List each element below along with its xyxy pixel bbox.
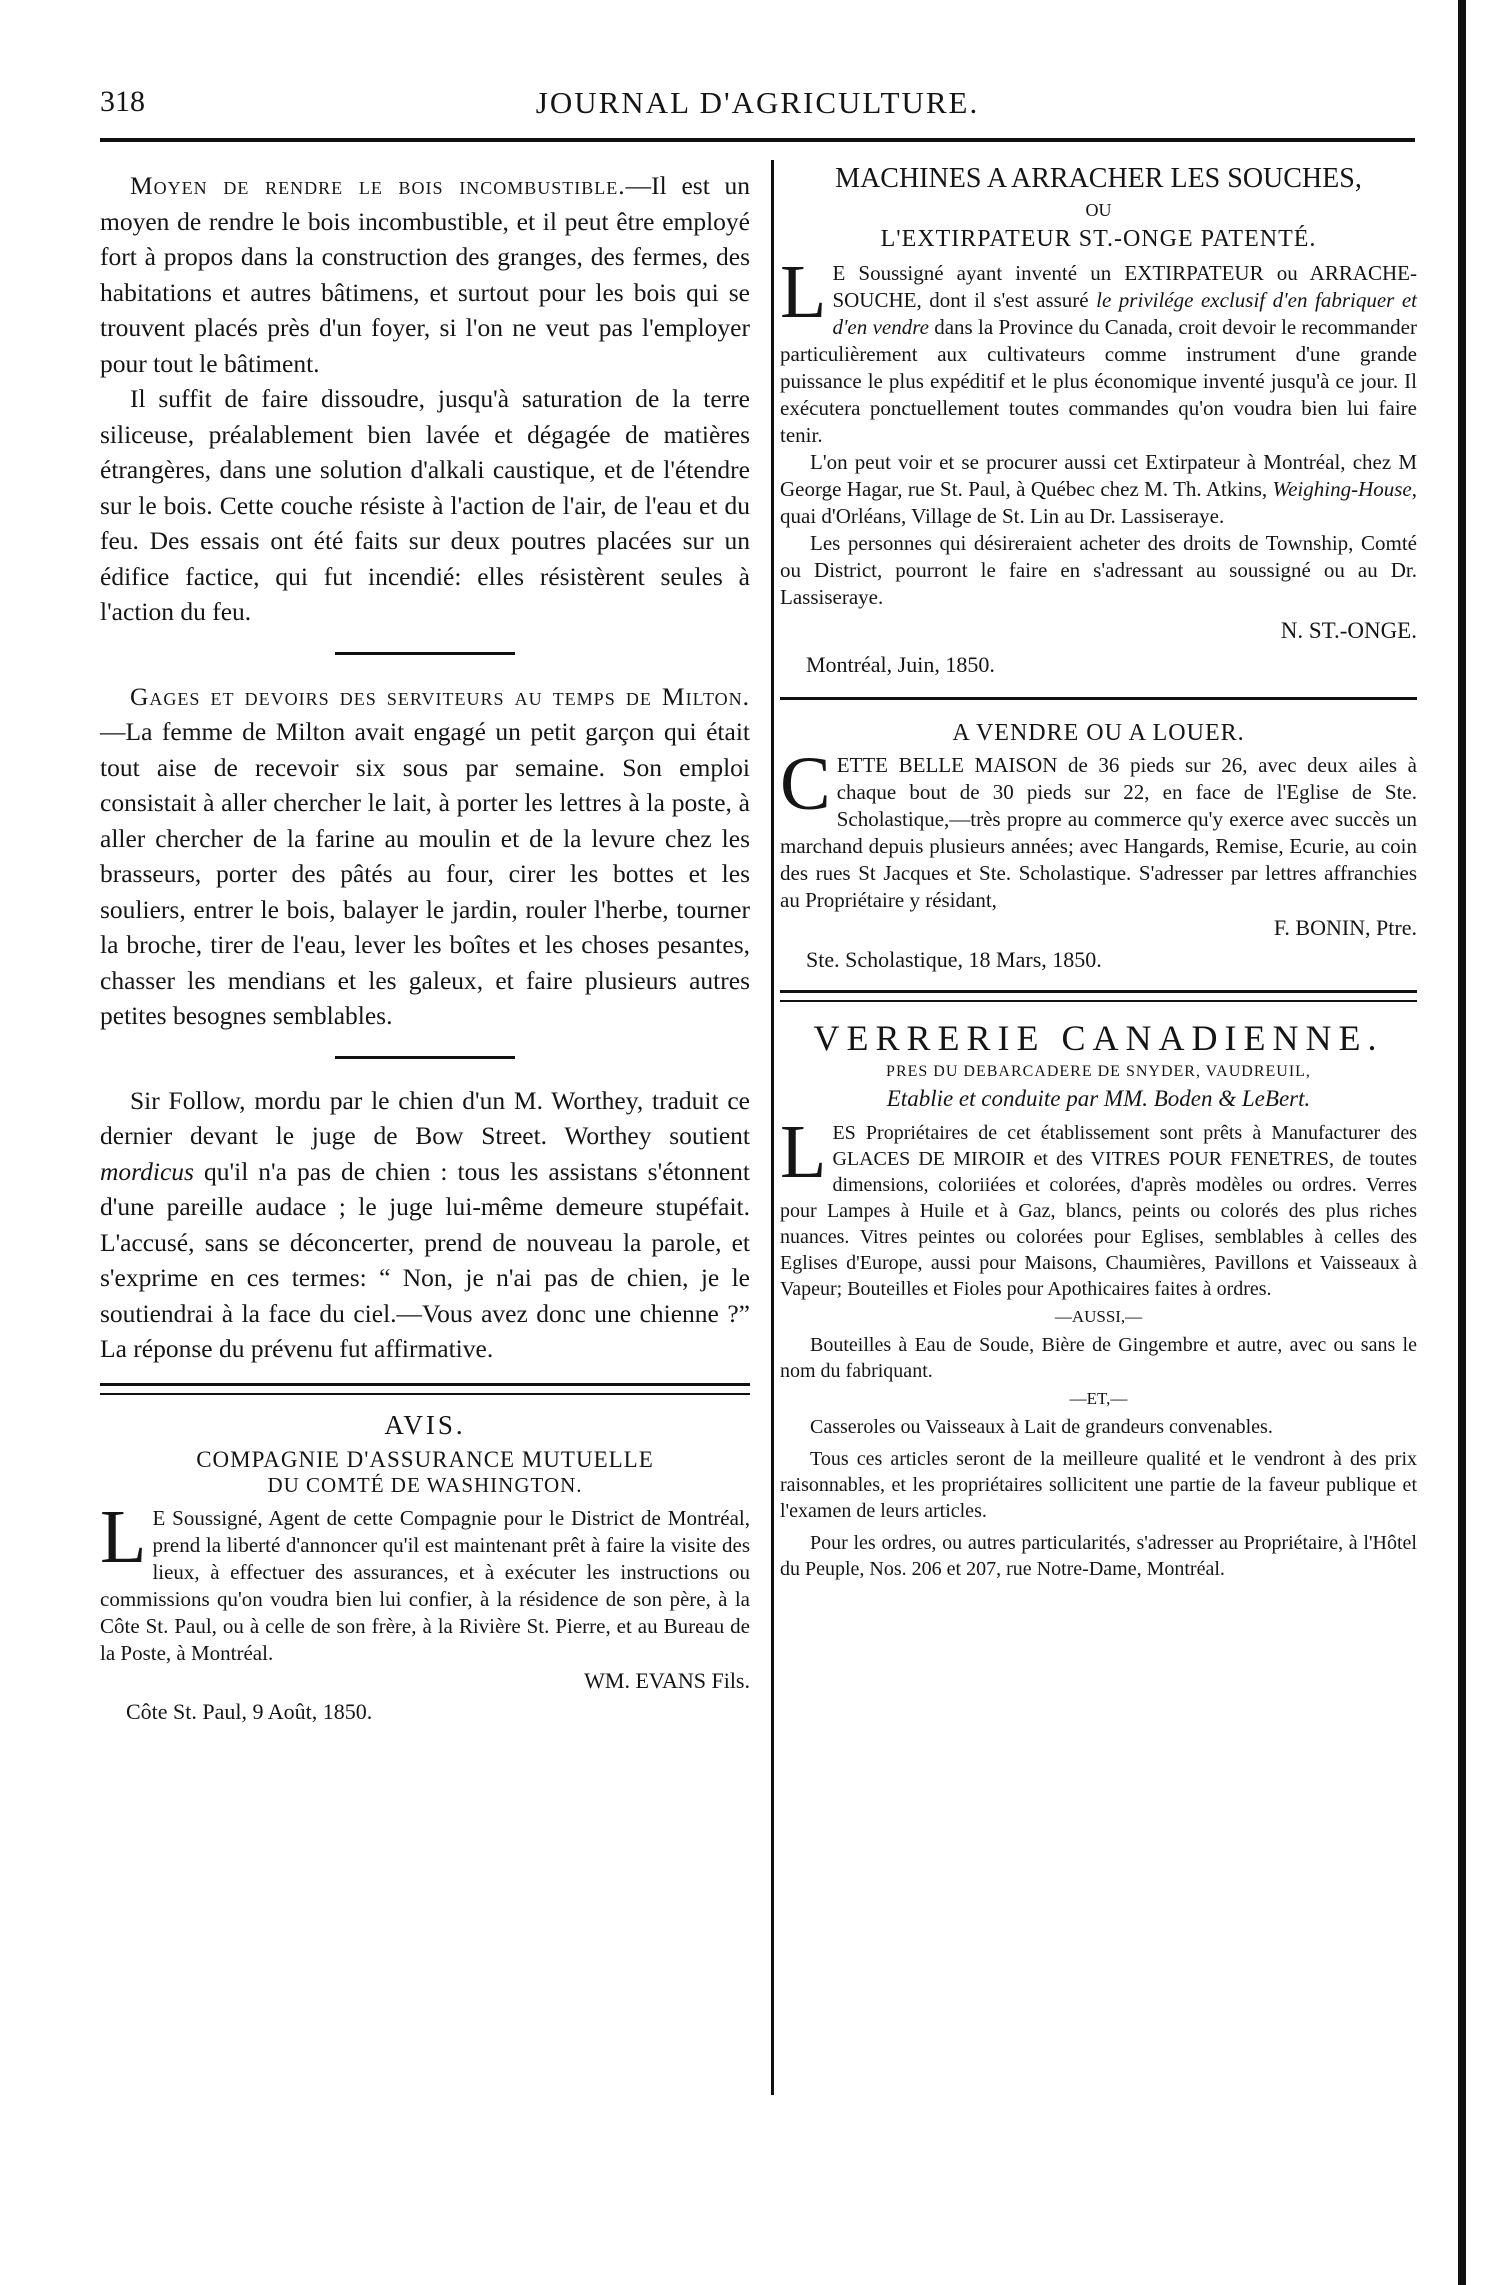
article-paragraph: Il suffit de faire dissoudre, jusqu'à saturation de la terre siliceuse, préalablement bien lavée et dégagée de matières étrangères, dans une solution d'alkali caustique, et de l'étendre sur le bois. Cette couche résiste à l'action de l'air, de l'eau et du feu. Des essais ont été faits sur deux poutres placées sur un édifice factice, qui fut incendié: elles résistèrent seules à l'action du feu. <box>100 384 750 626</box>
ad-conjunction: OU <box>1085 200 1112 220</box>
ad-date: Ste. Scholastique, 18 Mars, 1850. <box>806 947 1102 972</box>
ad-text: L'on peut voir et se procurer aussi cet Extirpateur à Montréal, chez M George Hagar, rue St. Paul, à Québec chez M. Th. Atkins, <box>780 450 1417 501</box>
ad-text: , quai d'Orléans, Village de St. Lin au Dr. Lassiseraye. <box>780 477 1417 528</box>
section-divider <box>335 652 515 655</box>
article-paragraph <box>100 1083 750 1367</box>
ad-title: VERRERIE CANADIENNE. <box>813 1018 1384 1058</box>
ad-body <box>780 742 1417 914</box>
column-divider <box>771 160 774 2095</box>
header-rule <box>100 138 1415 142</box>
drop-cap: L <box>780 1110 827 1194</box>
ad-separator: —ET,— <box>1069 1389 1128 1408</box>
notice-title: AVIS. <box>384 1409 466 1440</box>
ad-italic: le privilége exclusif d'en fabriquer et d'en vendre <box>832 288 1418 339</box>
ad-paragraph: Pour les ordres, ou autres particularités, s'adresser au Propriétaire, à l'Hôtel du Peuple, Nos. 206 et 207, rue Notre-Dame, Montréal. <box>780 1532 1417 1580</box>
ad-text: E Soussigné ayant inventé un EXTIRPATEUR ou ARRACHE-SOUCHE, dont il s'est assuré <box>832 261 1417 312</box>
ad-title: A VENDRE OU A LOUER. <box>952 720 1245 746</box>
ad-paragraph: Les personnes qui désireraient acheter des droits de Township, Comté ou District, pourront le faire en s'adressant au soussigné ou au Dr. Lassiseraye. <box>780 531 1417 609</box>
section-divider <box>335 1056 515 1059</box>
ad-body <box>780 1110 1417 1302</box>
ad-subtitle: L'EXTIRPATEUR ST.-ONGE PATENTÉ. <box>880 226 1317 252</box>
article-paragraph <box>100 679 750 1034</box>
ad-vendre <box>780 718 1417 974</box>
article-italic: mordicus <box>100 1156 194 1186</box>
ad-text: dans la Province du Canada, croit devoir le recommander particulièrement aux cultivateurs comme instrument d'une grande puissance le plus expéditif et le plus économique inventé jusqu'à ce jour. Il exécutera ponctuellement toutes commandes qu'on voudra bien lui faire tenir. <box>780 315 1417 447</box>
ad-italic: Weighing-House <box>1272 477 1412 501</box>
notice-avis <box>100 1409 750 1725</box>
page-header <box>100 85 1415 135</box>
ad-location: PRES DU DEBARCADERE DE SNYDER, VAUDREUIL, <box>886 1063 1311 1080</box>
ad-paragraph: Tous ces articles seront de la meilleure qualité et le vendront à des prix raisonnables, et les propriétaires sollicitent une partie de la faveur publique et l'examen de leurs articles. <box>780 1448 1417 1522</box>
section-divider-double <box>100 1383 750 1395</box>
article-text: —Il est un moyen de rendre le bois incombustible, et il peut être employé fort à propos dans la construction des granges, des fermes, des habitations et autres bâtimens, et surtout pour les bois qui se trouvent placés près d'un foyer, si l'on ne veut pas l'employer pour tout le bâtiment. <box>100 171 751 378</box>
ad-separator: —AUSSI,— <box>1054 1307 1143 1326</box>
ad-paragraph: Casseroles ou Vaisseaux à Lait de grandeurs convenables. <box>810 1416 1273 1438</box>
notice-text: E Soussigné, Agent de cette Compagnie pour le District de Montréal, prend la liberté d'annoncer qu'il est maintenant prêt à faire la visite des lieux, à effectuer des assurances, et à exécuter les instructions ou commissions qu'on voudra bien lui confier, à la résidence de son père, à la Côte St. Paul, ou à celle de son frère, à la Rivière St. Pierre, et au Bureau de la Poste, à Montréal. <box>100 1505 750 1665</box>
ad-signature: F. BONIN, Ptre. <box>1273 915 1417 940</box>
ad-text: ETTE BELLE MAISON de 36 pieds sur 26, avec deux ailes à chaque bout de 30 pieds sur 22, en face de l'Eglise de Ste. Scholastique,—très propre au commerce qu'y exerce avec succès un marchand depuis plusieurs années; avec Hangards, Remise, Ecurie, au coin des rues St Jacques et Ste. Scholastique. S'adresser par lettres affranchies au Propriétaire y résidant, <box>780 753 1417 912</box>
ad-body <box>780 250 1418 449</box>
notice-date: Côte St. Paul, 9 Août, 1850. <box>126 1698 373 1724</box>
drop-cap: L <box>780 250 827 334</box>
notice-subtitle: DU COMTÉ DE WASHINGTON. <box>267 1472 583 1497</box>
ad-date: Montréal, Juin, 1850. <box>806 652 995 677</box>
section-divider <box>780 697 1417 700</box>
article-text: —La femme de Milton avait engagé un petit garçon qui était tout aise de recevoir six sous par semaine. Son emploi consistait à aller chercher le lait, à porter les lettres à la poste, à aller chercher de la farine au moulin et de la levure chez les brasseurs, porter des pâtés au four, cirer les bottes et les souliers, entrer le bois, balayer le jardin, rouler l'herbe, tourner la broche, tirer de l'eau, lever les boîtes et les choses pesantes, chasser les mendians et les galeux, et faire plusieurs autres petites besognes semblables. <box>100 717 750 1030</box>
drop-cap: C <box>780 742 831 826</box>
drop-cap: L <box>100 1494 147 1579</box>
article-paragraph <box>100 168 750 381</box>
article-title: Moyen de rendre le bois incombustible. <box>130 171 626 200</box>
left-column <box>100 168 750 1725</box>
article-text: qu'il n'a pas de chien : tous les assistans s'étonnent d'une pareille audace ; le juge lui-même demeure stupéfait. L'accusé, sans se déconcerter, prend de nouveau la parole, et s'exprime en ces termes: “ Non, je n'ai pas de chien, je le soutiendrai à la face du ciel.—Vous avez donc une chienne ?” La réponse du prévenu fut affirmative. <box>100 1156 750 1363</box>
notice-signature: WM. EVANS Fils. <box>584 1667 750 1693</box>
ad-text: ES Propriétaires de cet établissement sont prêts à Manufacturer des GLACES DE MIROIR et des VITRES POUR FENETRES, de toutes dimensions, coloriiées et colorées, d'après modèles ou ordres. Verres pour Lampes à Huile et à Gaz, blancs, peints ou colorés des plus riches nuances. Vitres peintes ou colorées pour Eglises, semblables à celles des Eglises d'Europe, aussi pour Maisons, Chaumières, Pavillons et Vaisseaux à Vapeur; Bouteilles et Fioles pour Apothicaires faites à ordres. <box>780 1122 1417 1300</box>
right-column <box>780 162 1417 1582</box>
ad-verrerie <box>780 1016 1417 1582</box>
article-title: Gages et devoirs des serviteurs au temps de Milton. <box>130 681 750 711</box>
ad-paragraph <box>780 449 1417 530</box>
journal-title: JOURNAL D'AGRICULTURE. <box>535 85 980 120</box>
article-sir-follow <box>100 1083 750 1367</box>
ad-machines <box>780 162 1417 679</box>
ad-established: Etablie et conduite par MM. Boden & LeBert. <box>886 1086 1311 1111</box>
article-bois-incombustible <box>100 168 750 630</box>
article-text: Sir Follow, mordu par le chien d'un M. Worthey, traduit ce dernier devant le juge de Bow Street. Worthey soutient <box>100 1085 750 1150</box>
notice-subtitle: COMPAGNIE D'ASSURANCE MUTUELLE <box>196 1446 654 1472</box>
article-gages-milton <box>100 679 750 1034</box>
section-divider-double <box>780 990 1417 1002</box>
ad-signature: N. ST.-ONGE. <box>1280 618 1417 643</box>
notice-body <box>100 1494 750 1667</box>
ad-paragraph: Bouteilles à Eau de Soude, Bière de Gingembre et autre, avec ou sans le nom du fabriquant. <box>780 1334 1417 1382</box>
page-number: 318 <box>100 85 145 118</box>
page-edge-rule <box>1458 0 1466 2285</box>
ad-title: MACHINES A ARRACHER LES SOUCHES, <box>835 163 1362 194</box>
